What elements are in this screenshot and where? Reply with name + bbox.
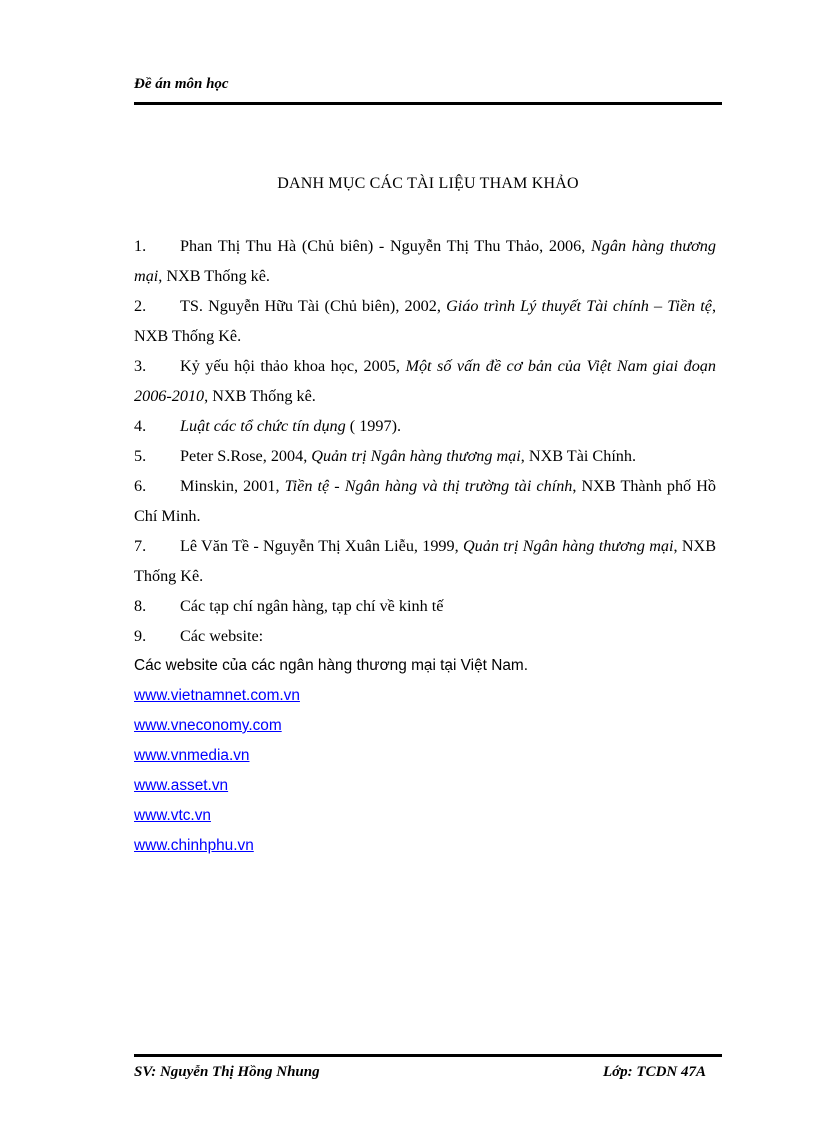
reference-text: Minskin, 2001,	[180, 477, 285, 495]
website-link-vietnamnet[interactable]: www.vietnamnet.com.vn	[134, 687, 300, 704]
reference-item	[134, 621, 716, 651]
reference-number: 7.	[134, 537, 147, 555]
reference-number: 3.	[134, 357, 147, 375]
reference-text: Kỷ yếu hội thảo khoa học, 2005,	[180, 357, 406, 375]
reference-publisher: , NXB Thống Kê.	[134, 537, 717, 585]
reference-item	[134, 591, 716, 621]
reference-publisher: , NXB Tài Chính.	[520, 447, 637, 465]
page-title: DANH MỤC CÁC TÀI LIỆU THAM KHẢO	[277, 175, 579, 192]
reference-item	[134, 411, 716, 441]
header-title: Đề án môn học	[134, 76, 229, 92]
website-link-asset[interactable]: www.asset.vn	[134, 777, 229, 794]
reference-title: Quản trị Ngân hàng thương mại	[311, 447, 521, 465]
reference-number: 4.	[134, 417, 147, 435]
reference-item	[134, 471, 716, 531]
reference-number: 6.	[134, 477, 147, 495]
reference-text: Các tạp chí ngân hàng, tạp chí về kinh tế	[180, 597, 444, 615]
reference-number: 8.	[134, 597, 147, 615]
website-link-chinhphu[interactable]: www.chinhphu.vn	[134, 837, 254, 854]
reference-item	[134, 231, 716, 291]
reference-number: 2.	[134, 297, 147, 315]
reference-item	[134, 441, 716, 471]
websites-intro: Các website của các ngân hàng thương mại tại Việt Nam.	[134, 657, 528, 674]
reference-title: Quản trị Ngân hàng thương mại	[462, 537, 674, 555]
reference-publisher: , NXB Thống kê.	[204, 387, 316, 405]
class-label: Lớp: TCDN 47A	[602, 1064, 706, 1080]
page-header	[134, 76, 722, 105]
reference-text: Các website:	[180, 627, 264, 645]
reference-title: Luật các tổ chức tín dụng	[180, 417, 346, 435]
reference-publisher: ( 1997).	[345, 417, 402, 435]
reference-title: Ngân hàng thương mại	[134, 237, 716, 285]
reference-number: 9.	[134, 627, 147, 645]
reference-publisher: , NXB Thành phố Hồ Chí Minh.	[134, 477, 716, 525]
page-footer	[134, 1054, 722, 1087]
reference-text: Lê Văn Tề - Nguyễn Thị Xuân Liễu, 1999,	[180, 537, 463, 555]
reference-item	[134, 351, 716, 411]
reference-title: Tiền tệ - Ngân hàng và thị trường tài chính	[284, 477, 573, 495]
reference-text: Peter S.Rose, 2004,	[180, 447, 312, 465]
reference-number: 5.	[134, 447, 147, 465]
reference-item	[134, 291, 716, 351]
reference-publisher: , NXB Thống kê.	[158, 267, 270, 285]
student-name: SV: Nguyễn Thị Hồng Nhung	[134, 1064, 320, 1080]
reference-text: TS. Nguyễn Hữu Tài (Chủ biên), 2002,	[180, 297, 447, 315]
reference-item	[134, 531, 716, 591]
reference-number: 1.	[134, 237, 147, 255]
website-link-vneconomy[interactable]: www.vneconomy.com	[134, 717, 282, 734]
website-link-vnmedia[interactable]: www.vnmedia.vn	[134, 747, 250, 764]
reference-title: Giáo trình Lý thuyết Tài chính – Tiền tệ	[446, 297, 712, 315]
reference-publisher: , NXB Thống Kê.	[134, 297, 716, 345]
reference-title: Một số vấn đề cơ bản của Việt Nam giai đoạn 2006-2010	[134, 357, 716, 405]
reference-list	[134, 231, 716, 861]
website-link-vtc[interactable]: www.vtc.vn	[134, 807, 211, 824]
reference-text: Phan Thị Thu Hà (Chủ biên) - Nguyễn Thị Thu Thảo, 2006,	[180, 237, 591, 255]
